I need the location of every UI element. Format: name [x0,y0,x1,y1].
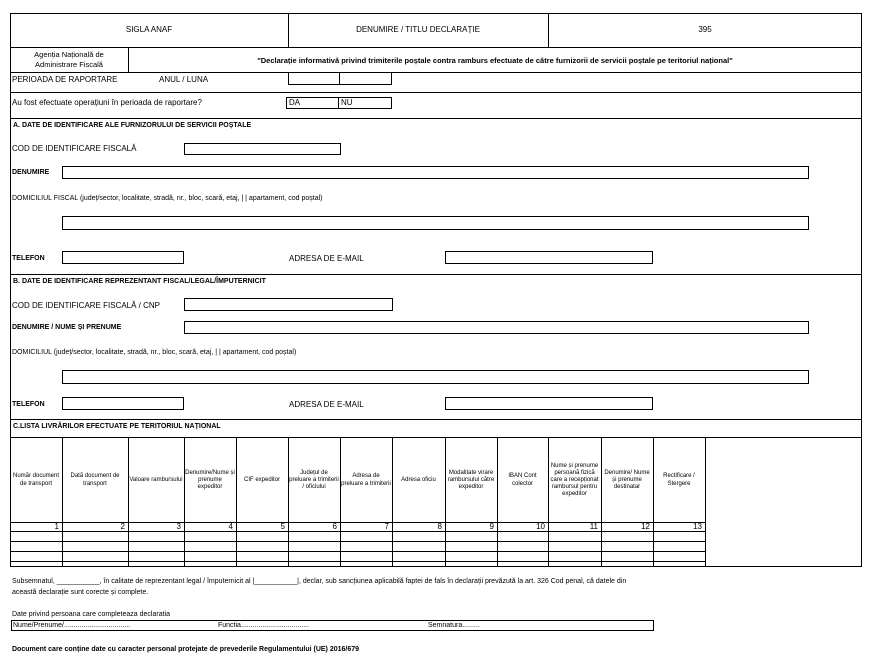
section-b-phone-label: TELEFON [12,401,45,408]
statement-line2: această declarație sunt corecte și complete. [12,589,149,596]
table-col-divider [705,437,706,567]
divider [10,437,862,438]
table-cell[interactable] [549,562,600,567]
agency-name-line1: Agenția Națională de [34,50,104,59]
table-cell[interactable] [185,562,235,567]
logo-placeholder: SIGLA ANAF [125,25,173,34]
table-cell[interactable] [446,542,496,551]
table-cell[interactable] [393,542,444,551]
completer-name-field[interactable]: Nume/Prenume/.................................. [13,622,131,629]
section-a-cif-label: COD DE IDENTIFICARE FISCALĂ [12,144,137,153]
table-cell[interactable] [446,552,496,561]
table-cell[interactable] [498,552,547,561]
divider [10,419,862,420]
section-b-email-input[interactable] [445,397,653,410]
table-cell[interactable] [654,562,704,567]
table-cell[interactable] [289,542,339,551]
column-header: Adresa oficiu [401,476,436,483]
table-cell[interactable] [289,532,339,541]
column-header: Denumire/ Nume și prenume destinatar [604,469,650,491]
table-cell[interactable] [446,562,496,567]
section-b-email-label: ADRESA DE E-MAIL [289,400,364,409]
table-cell[interactable] [393,562,444,567]
table-cell[interactable] [129,562,183,567]
table-cell[interactable] [498,542,547,551]
no-label: NU [341,98,353,107]
yes-option[interactable] [286,97,339,109]
table-cell[interactable] [237,542,287,551]
table-cell[interactable] [129,552,183,561]
table-cell[interactable] [341,532,391,541]
table-cell[interactable] [185,552,235,561]
section-c-title: C.LISTA LIVRĂRILOR EFECTUATE PE TERITORIUL NAȚIONAL [13,423,221,430]
section-b-cif-label: COD DE IDENTIFICARE FISCALĂ / CNP [12,301,161,310]
column-number: 5 [280,522,285,531]
section-b-name-input[interactable] [184,321,809,334]
divider [10,118,862,119]
table-cell[interactable] [237,562,287,567]
table-cell[interactable] [237,552,287,561]
gdpr-note: Document care conține date cu caracter personal protejate de prevederile Regulamentului (UE) 2016/679 [12,646,360,653]
column-number: 12 [641,522,650,531]
table-cell[interactable] [654,532,704,541]
column-number: 8 [437,522,442,531]
table-cell[interactable] [446,532,496,541]
column-header: Număr document de transport [12,473,60,487]
table-cell[interactable] [393,552,444,561]
column-header: Valoare rambursului [129,476,183,483]
no-option[interactable] [338,97,392,109]
statement-line1: Subsemnatul, ___________, în calitate de reprezentant legal / împuternicit al |___________|, declar, sub sancțiunea aplicabilă faptei de fals în declarații prevăzută la art. 326 Cod penal, că datele din [12,578,627,585]
table-cell[interactable] [63,542,127,551]
table-cell[interactable] [393,532,444,541]
completer-signature-field[interactable]: Semnatura......... [428,622,480,629]
divider [10,92,862,93]
section-a-email-input[interactable] [445,251,653,264]
column-number: 7 [384,522,389,531]
declaration-full-title: "Declarație informativă privind trimiterile poștale contra ramburs efectuate de către furnizorii de servicii poștale pe teritoriul național" [257,56,733,65]
table-cell[interactable] [185,532,235,541]
section-a-email-label: ADRESA DE E-MAIL [289,254,364,263]
form-number: 395 [698,25,712,34]
agency-name-line2: Administrare Fiscală [35,60,103,69]
table-cell[interactable] [63,562,127,567]
column-number: 1 [54,522,59,531]
column-header: Modalitate virare rambursului către expeditor [447,469,495,491]
column-number: 11 [589,522,598,531]
table-cell[interactable] [11,552,61,561]
year-month-label: ANUL / LUNA [159,75,209,84]
table-cell[interactable] [341,542,391,551]
table-cell[interactable] [498,562,547,567]
section-a-name-label: DENUMIRE [12,169,50,176]
table-cell[interactable] [549,532,600,541]
table-cell[interactable] [602,552,652,561]
column-number: 6 [332,522,337,531]
table-cell[interactable] [341,562,391,567]
declaration-title-label: DENUMIRE / TITLU DECLARAȚIE [356,25,480,34]
column-header: Denumire/Nume și prenume expeditor [185,469,235,491]
table-cell[interactable] [11,562,61,567]
column-header: Rectificare / Stergere [663,473,695,487]
table-cell[interactable] [289,552,339,561]
yes-label: DA [289,98,301,107]
completer-function-field[interactable]: Functia................................... [218,622,310,629]
section-a-address-label: DOMICILIUL FISCAL (județ/sector, localitate, stradă, nr., bloc, scară, etaj, | | apartament, cod poștal) [12,195,323,202]
column-header: Adresa de preluare a trimiterii [341,473,391,487]
section-a-phone-label: TELEFON [12,255,45,262]
divider [10,72,862,73]
table-cell[interactable] [63,532,127,541]
table-cell[interactable] [654,542,704,551]
table-cell[interactable] [237,532,287,541]
table-cell[interactable] [129,542,183,551]
table-cell[interactable] [654,552,704,561]
table-cell[interactable] [341,552,391,561]
divider [10,47,862,48]
column-header: Nume și prenume persoană fizică care a recepționat rambursul pentru expeditor [550,462,599,498]
period-label: PERIOADA DE RAPORTARE [12,75,118,84]
column-number: 4 [228,522,233,531]
section-a-name-input[interactable] [62,166,809,179]
section-a-address-input[interactable] [62,216,809,230]
month-input[interactable] [339,72,392,85]
divider [10,274,862,275]
column-number: 3 [176,522,181,531]
section-b-title: B. DATE DE IDENTIFICARE REPREZENTANT FISCAL/LEGAL/ÎMPUTERNICIT [13,278,266,285]
section-a-phone-input[interactable] [62,251,184,264]
section-b-cif-input[interactable] [184,298,393,311]
column-header: CIF expeditor [243,476,280,483]
column-header: IBAN Cont colector [508,473,537,487]
column-number: 9 [489,522,494,531]
table-cell[interactable] [129,532,183,541]
table-cell[interactable] [63,552,127,561]
operations-question: Au fost efectuate operațiuni în perioada de raportare? [12,98,202,107]
table-cell[interactable] [11,542,61,551]
column-number: 2 [120,522,125,531]
section-b-name-label: DENUMIRE / NUME ȘI PRENUME [12,324,122,331]
section-a-title: A. DATE DE IDENTIFICARE ALE FURNIZORULUI DE SERVICII POȘTALE [13,122,252,129]
year-input[interactable] [288,72,340,85]
column-header: Județul de preluare a trimiterii / oficiului [289,469,339,491]
column-header: Dată document de transport [70,473,120,487]
table-cell[interactable] [549,542,600,551]
section-a-cif-input[interactable] [184,143,341,155]
table-cell[interactable] [11,532,61,541]
table-cell[interactable] [602,532,652,541]
table-cell[interactable] [602,542,652,551]
column-number: 10 [536,522,545,531]
table-cell[interactable] [289,562,339,567]
table-cell[interactable] [498,532,547,541]
completer-fields [11,620,654,631]
section-b-address-input[interactable] [62,370,809,384]
column-number: 13 [693,522,702,531]
section-b-address-label: DOMICILIUL (județ/sector, localitate, stradă, nr., bloc, scară, etaj, | | apartament, cod poștal) [12,349,297,356]
section-b-phone-input[interactable] [62,397,184,410]
completer-title: Date privind persoana care completeaza declaratia [12,611,170,618]
table-cell[interactable] [185,542,235,551]
table-cell[interactable] [549,552,600,561]
table-cell[interactable] [602,562,652,567]
